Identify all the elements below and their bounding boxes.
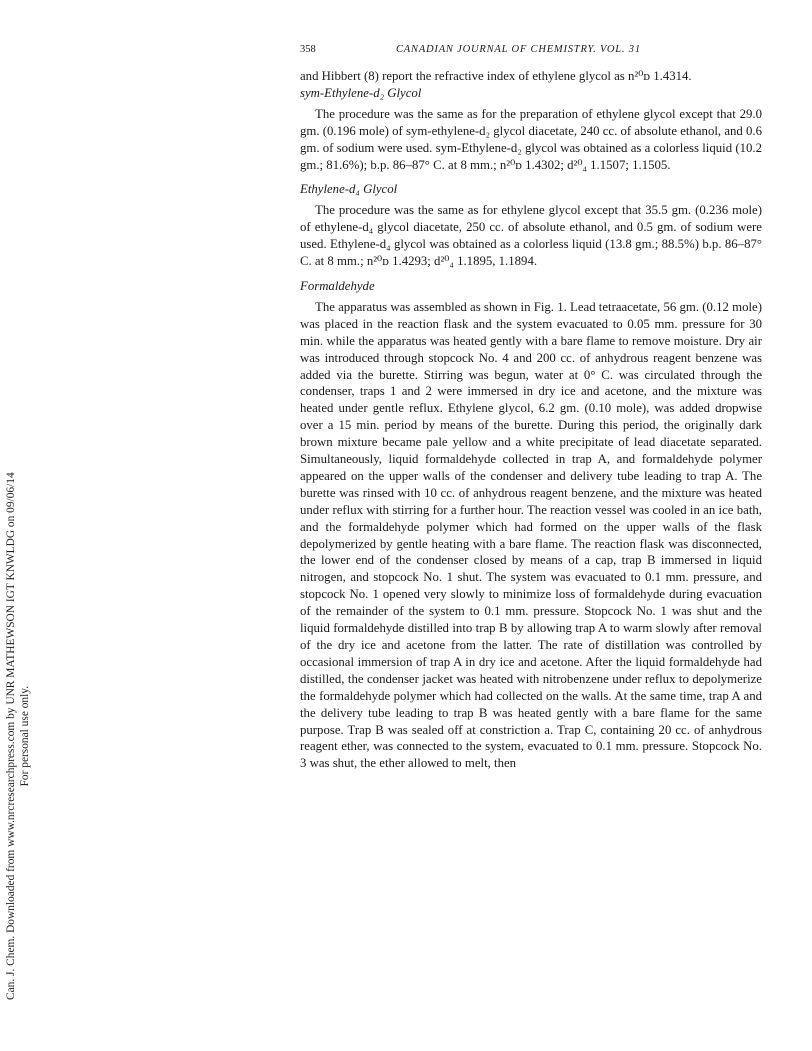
download-notice-line: Can. J. Chem. Downloaded from www.nrcresearchpress.com by UNR MATHEWSON IGT KNWLDG on 09/06/14 xyxy=(5,472,17,1000)
paragraph: and Hibbert (8) report the refractive index of ethylene glycol as n²⁰ᴅ 1.4314. xyxy=(300,69,692,83)
paragraph: The apparatus was assembled as shown in Fig. 1. Lead tetraacetate, 56 gm. (0.12 mole) was placed in the reaction flask and the system evacuated to 0.05 mm. pressure for 30 min. while the apparatus was heated gently with a bare flame to remove moisture. Dry air was introduced through stopcock No. 4 and 200 cc. of anhydrous reagent benzene was added via the burette. Stirring was begun, water at 0° C. was circulated through the condenser, traps 1 and 2 were immersed in dry ice and acetone, and the mixture was heated under gentle reflux. Ethylene glycol, 6.2 gm. (0.10 mole), was added dropwise over a 15 min. period by means of the burette. During this period, the originally dark brown mixture became pale yellow and a white precipitate of lead diacetate separated. Simultaneously, liquid formaldehyde collected in trap A, and formaldehyde polymer appeared on the upper walls of the condenser and delivery tube leading to trap A. The burette was rinsed with 10 cc. of anhydrous reagent benzene, and the mixture was heated under reflux with stirring for a further hour. The reaction vessel was cooled in an ice bath, and the formaldehyde polymer which had formed on the upper walls of the flask depolymerized by gentle heating with a bare flame. The reaction flask was disconnected, the lower end of the condenser closed by means of a cap, trap B immersed in liquid nitrogen, and stopcock No. 1 shut. The system was evacuated to 0.1 mm. pressure, and stopcock No. 1 opened very slowly to minimize loss of formaldehyde during evacuation of the remainder of the system to 0.1 mm. pressure. Stopcock No. 1 was shut and the liquid formaldehyde distilled into trap B by allowing trap A to warm slowly after removal of the dry ice and acetone from the latter. The rate of distillation was controlled by occasional immersion of trap A in dry ice and acetone. After the liquid formaldehyde had distilled, the condenser jacket was heated with nitrobenzene under reflux to depolymerize the formaldehyde polymer which had collected on the walls. At the same time, trap A and the delivery tube leading to trap B was heated gently with a bare flame for the same purpose. Trap B was sealed off at constriction a. Trap C, containing 20 cc. of anhydrous reagent ether, was connected to the system, evacuated to 0.1 mm. pressure. Stopcock No. 3 was shut, the ether allowed to melt, then xyxy=(300,299,762,771)
download-notice-line: For personal use only. xyxy=(19,685,31,787)
section-heading: sym-Ethylene-d₂ Glycol xyxy=(300,85,422,100)
running-title: CANADIAN JOURNAL OF CHEMISTRY. VOL. 31 xyxy=(396,44,641,55)
page-number: 358 xyxy=(300,44,316,55)
download-notice xyxy=(4,472,32,1000)
section-heading: Formaldehyde xyxy=(300,278,375,293)
paragraph: The procedure was the same as for the preparation of ethylene glycol except that 29.0 gm. (0.196 mole) of sym-ethylene-d₂ glycol diacetate, 240 cc. of absolute ethanol, and 0.6 gm. of sodium were used. sym-Ethylene-d₂ glycol was obtained as a colorless liquid (10.2 gm.; 81.6%); b.p. 86–87° C. at 8 mm.; n²⁰ᴅ 1.4302; d²⁰₄ 1.1507; 1.1505. xyxy=(300,106,762,172)
section-heading: Ethylene-d₄ Glycol xyxy=(300,182,398,197)
article-body xyxy=(300,68,762,772)
page-header xyxy=(300,44,760,60)
paragraph: The procedure was the same as for ethylene glycol except that 35.5 gm. (0.236 mole) of ethylene-d₄ glycol diacetate, 250 cc. of absolute ethanol, and 0.5 gm. of sodium were used. Ethylene-d₄ glycol was obtained as a colorless liquid (13.8 gm.; 88.5%) b.p. 86–87° C. at 8 mm.; n²⁰ᴅ 1.4293; d²⁰₄ 1.1895, 1.1894. xyxy=(300,203,762,269)
